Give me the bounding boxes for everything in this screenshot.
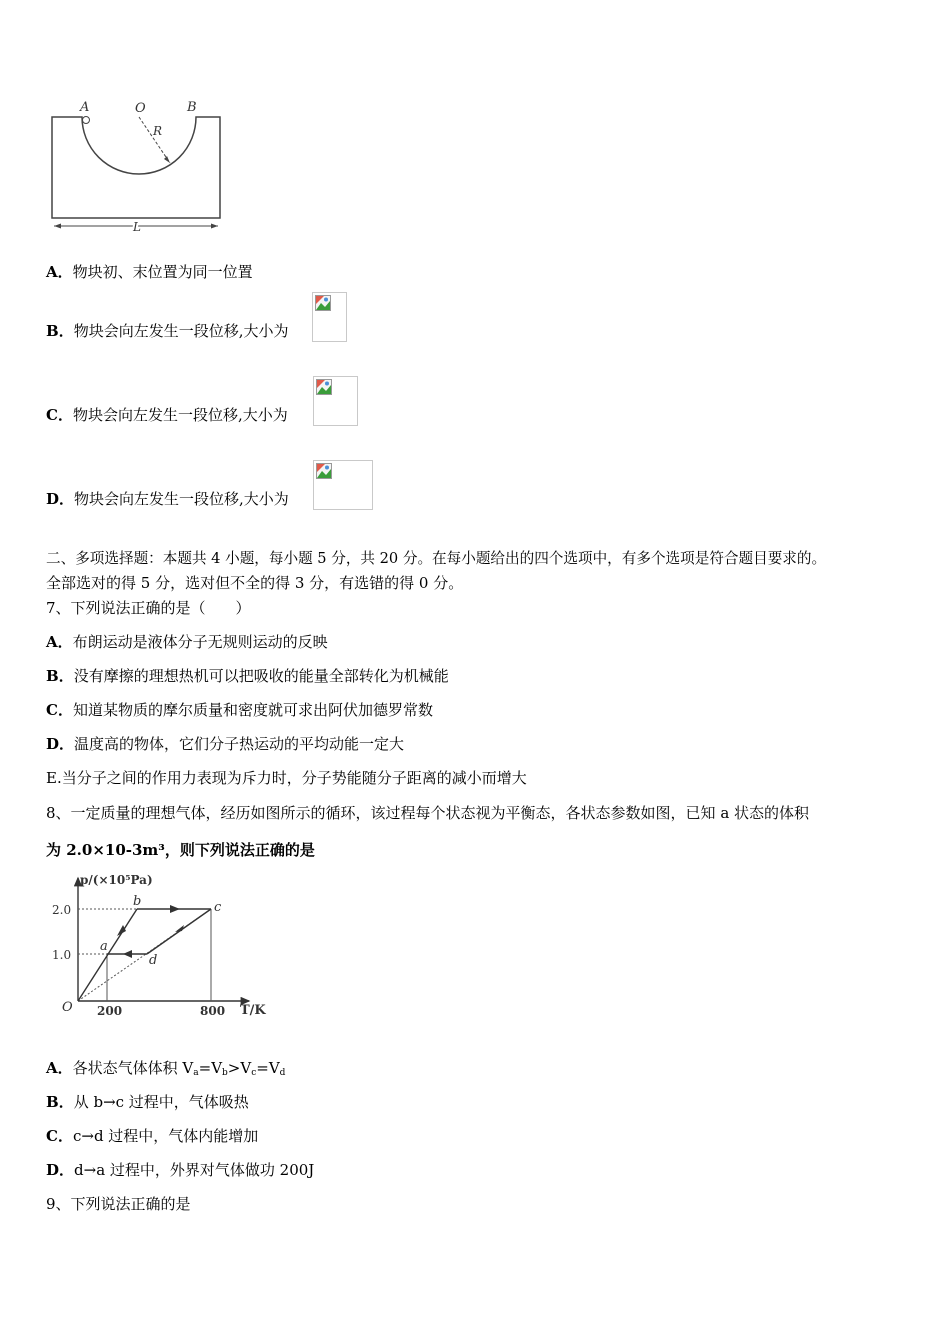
q6-option-c: C．物块会向左发生一段位移,大小为	[46, 406, 288, 424]
broken-formula-image	[312, 292, 347, 342]
section-heading-line2: 全部选对的得 5 分，选对但不全的得 3 分，有选错的得 0 分。	[46, 574, 464, 592]
q9-stem: 9、下列说法正确的是	[46, 1195, 191, 1213]
option-key: C	[46, 701, 58, 719]
q8-option-c: C．c→d 过程中，气体内能增加	[46, 1127, 259, 1145]
q8-stem-line1: 8、一定质量的理想气体，经历如图所示的循环，该过程每个状态视为平衡态，各状态参数如图，已知 a 状态的体积	[46, 804, 810, 822]
option-text: 知道某物质的摩尔质量和密度就可求出阿伏加德罗常数	[72, 701, 433, 719]
label-b: B	[187, 100, 197, 115]
x-tick-label: 800	[200, 1004, 226, 1018]
option-key: B	[46, 322, 59, 340]
option-key: C	[46, 1127, 58, 1145]
option-text: 从 b→c 过程中，气体吸热	[73, 1093, 249, 1111]
q7-option-a: A．布朗运动是液体分子无规则运动的反映	[46, 633, 328, 651]
option-key: D	[46, 490, 60, 508]
q8-option-b: B．从 b→c 过程中，气体吸热	[46, 1093, 249, 1111]
q8-stem-line2: 为 2.0×10-3m³，则下列说法正确的是	[46, 841, 315, 859]
option-key: D	[46, 735, 60, 753]
option-text: 布朗运动是液体分子无规则运动的反映	[72, 633, 328, 651]
option-text: 各状态气体体积 V	[72, 1059, 194, 1077]
q6-option-a: A．物块初、末位置为同一位置	[46, 263, 253, 281]
section-heading-line1: 二、多项选择题：本题共 4 小题，每小题 5 分，共 20 分。在每小题给出的四个选项中，有多个选项是符合题目要求的。	[46, 550, 827, 567]
point-label-c: c	[214, 900, 222, 915]
broken-formula-image	[313, 460, 373, 510]
q7-option-e: E.当分子之间的作用力表现为斥力时，分子势能随分子距离的减小而增大	[46, 769, 527, 787]
broken-image-icon	[316, 463, 332, 479]
option-key: B	[46, 667, 59, 685]
x-tick-label: 200	[97, 1004, 123, 1018]
option-key: A	[46, 633, 58, 651]
q7-stem: 7、下列说法正确的是（ ）	[46, 599, 251, 617]
y-tick-label: 1.0	[52, 948, 72, 962]
option-text: 没有摩擦的理想热机可以把吸收的能量全部转化为机械能	[73, 667, 449, 685]
y-axis-label: p/(×10⁵Pa)	[80, 873, 153, 887]
label-l: L	[133, 220, 141, 234]
broken-formula-image	[313, 376, 358, 426]
label-o: O	[135, 101, 146, 116]
option-text: c→d 过程中，气体内能增加	[72, 1127, 259, 1145]
option-text: 物块会向左发生一段位移,大小为	[74, 490, 289, 508]
q8-option-a: A．各状态气体体积 $V_a=V_b>V_c=V_d$	[46, 1059, 286, 1078]
label-r: R	[153, 124, 163, 138]
option-text: 温度高的物体，它们分子热运动的平均动能一定大	[74, 735, 405, 753]
point-label-b: b	[133, 894, 142, 909]
q7-option-c: C．知道某物质的摩尔质量和密度就可求出阿伏加德罗常数	[46, 701, 433, 719]
option-text: 物块会向左发生一段位移,大小为	[72, 406, 288, 424]
q7-option-b: B．没有摩擦的理想热机可以把吸收的能量全部转化为机械能	[46, 667, 449, 685]
x-axis-label: T/K	[240, 1003, 266, 1018]
label-a: A	[80, 100, 90, 115]
p-t-graph	[44, 868, 274, 1023]
q6-option-d: D．物块会向左发生一段位移,大小为	[46, 490, 289, 508]
option-text: 物块会向左发生一段位移,大小为	[73, 322, 289, 340]
option-key: C	[46, 406, 58, 424]
broken-image-icon	[316, 379, 332, 395]
option-key: D	[46, 1161, 60, 1179]
q6-option-b: B．物块会向左发生一段位移,大小为	[46, 322, 289, 340]
figure-groove-diagram	[40, 95, 240, 240]
option-key: A	[46, 263, 58, 281]
option-text: 物块初、末位置为同一位置	[72, 263, 253, 281]
option-key: B	[46, 1093, 59, 1111]
y-tick-label: 2.0	[52, 903, 72, 917]
point-label-d: d	[149, 953, 158, 968]
q7-option-d: D．温度高的物体，它们分子热运动的平均动能一定大	[46, 735, 405, 753]
point-label-a: a	[100, 939, 108, 954]
option-text: d→a 过程中，外界对气体做功 200J	[74, 1161, 315, 1179]
broken-image-icon	[315, 295, 331, 311]
q8-option-d: D．d→a 过程中，外界对气体做功 200J	[46, 1161, 315, 1179]
origin-label: O	[62, 1000, 73, 1015]
